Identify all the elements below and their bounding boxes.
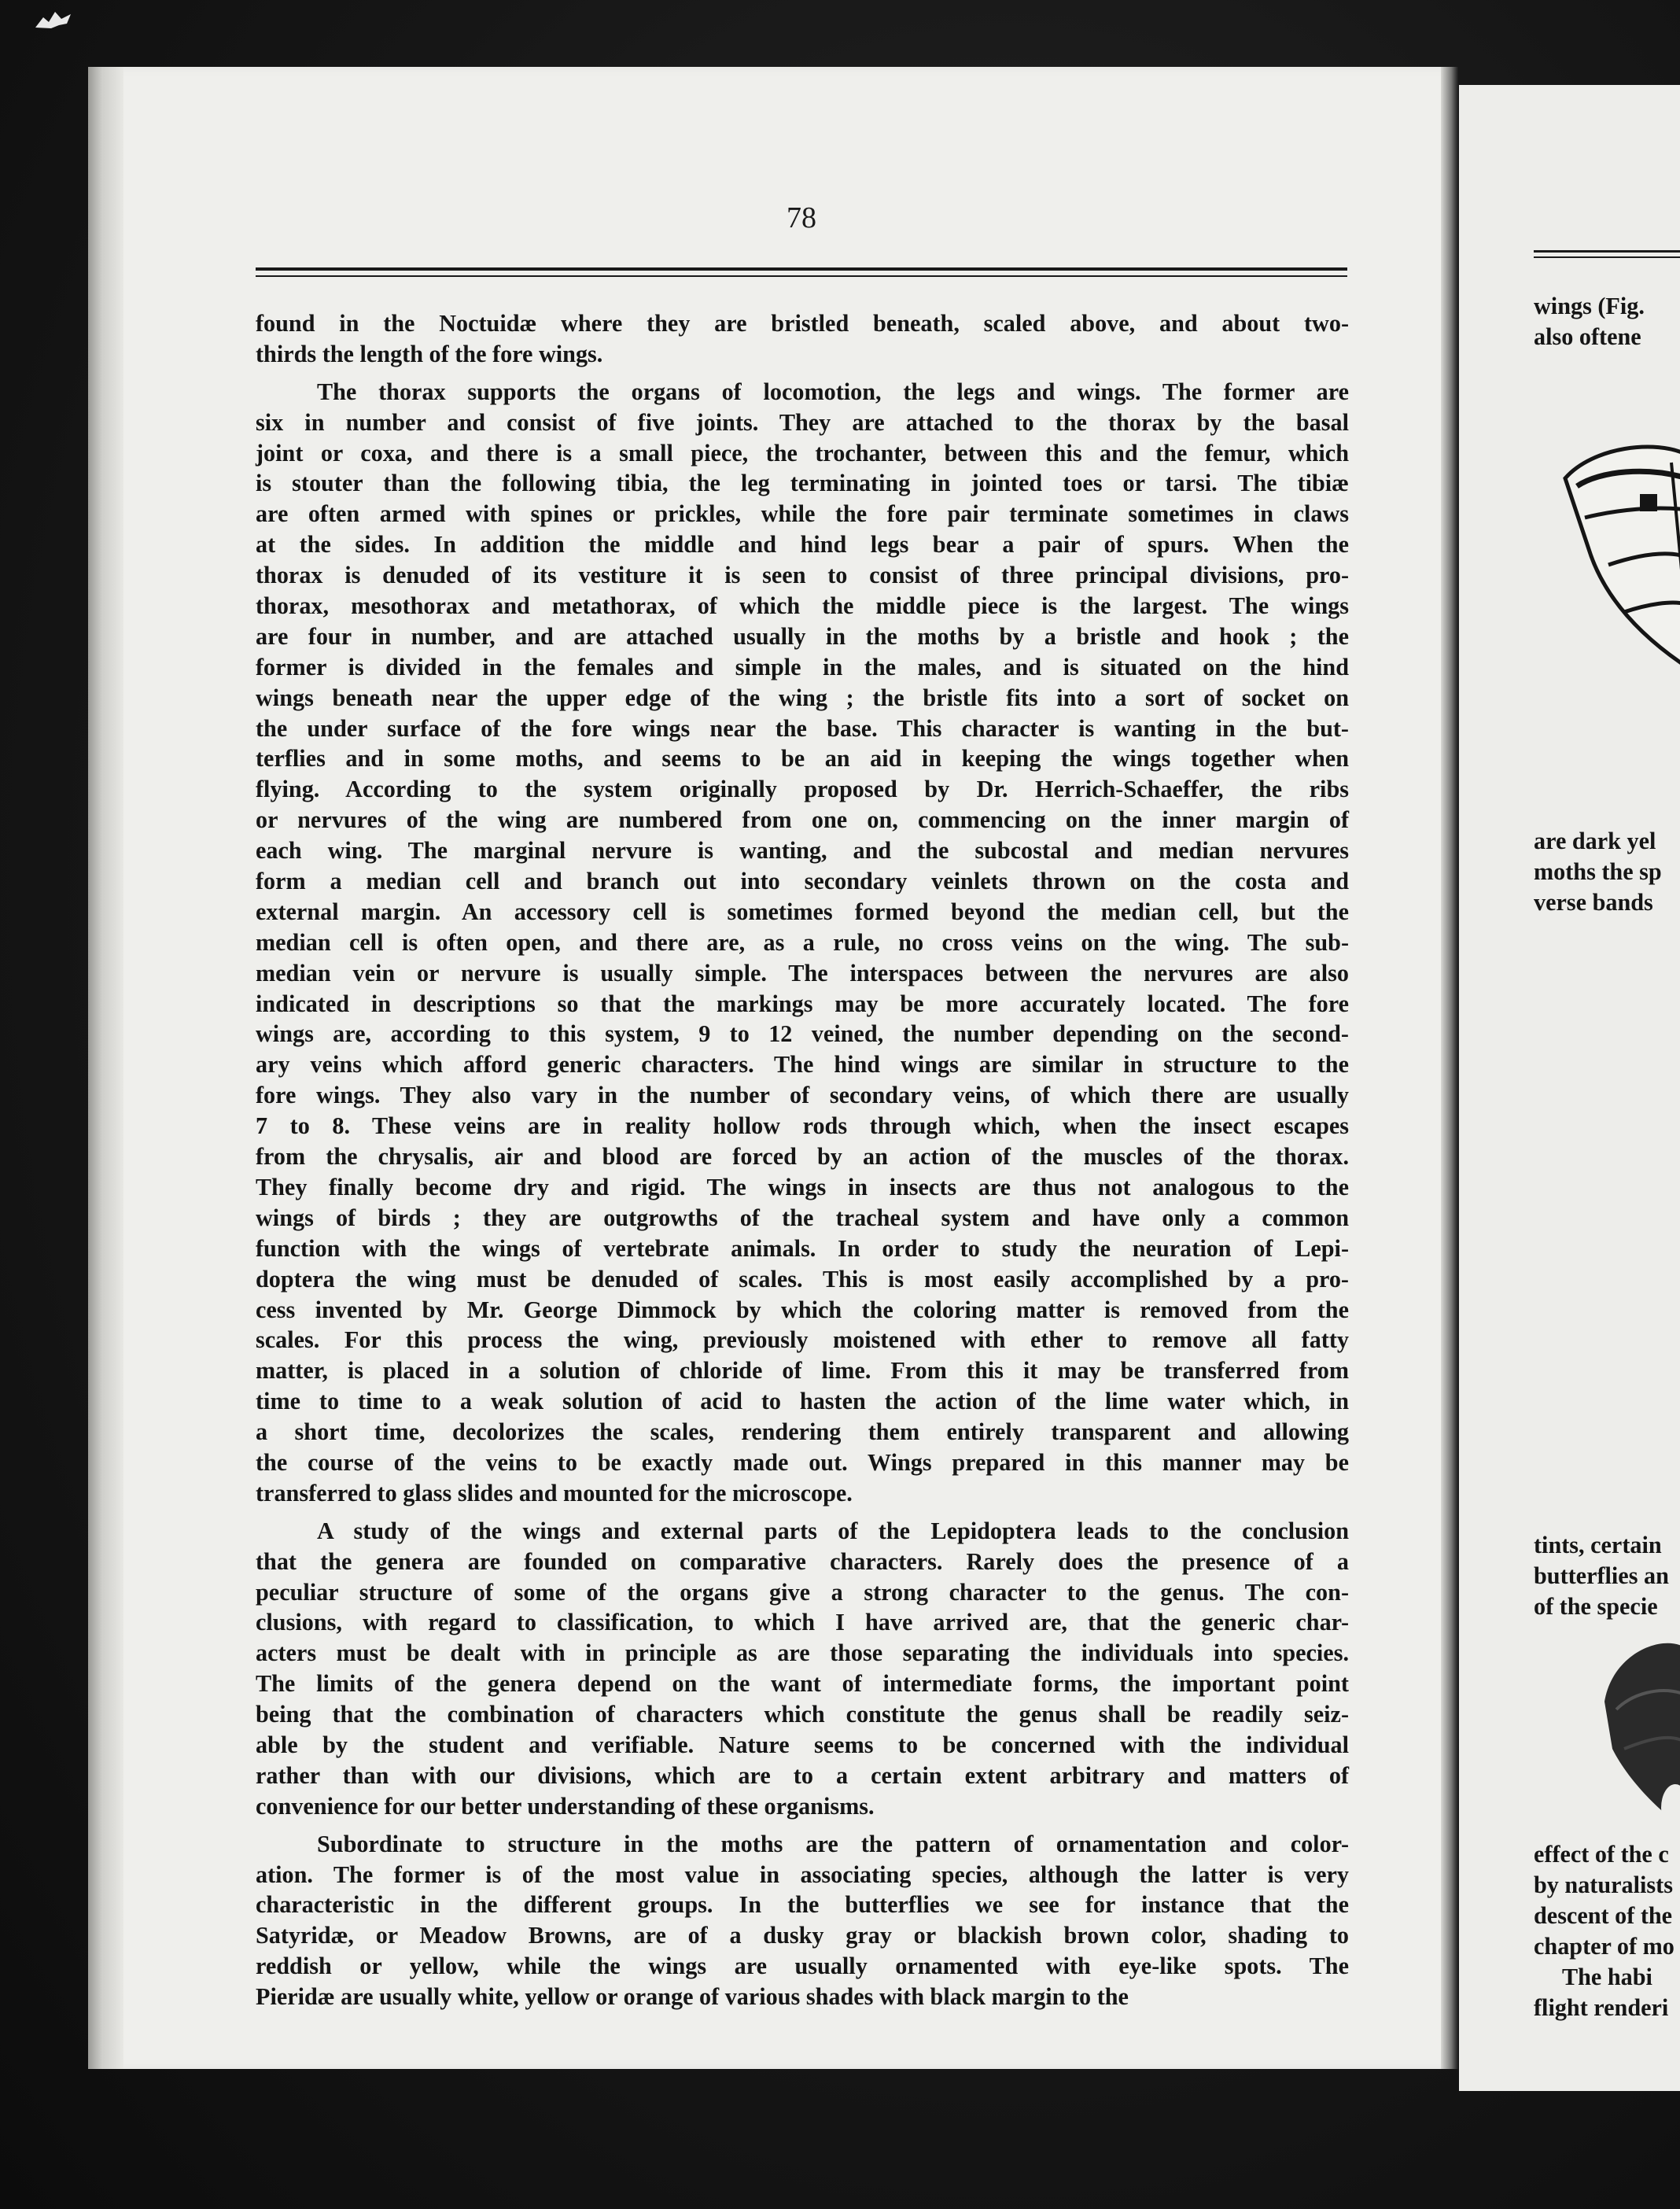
text-line: 7 to 8. These veins are in reality hollow rods through which, when the insect escapes [256, 1112, 1349, 1140]
text-line: matter, is placed in a solution of chloride of lime. From this it may be transferred from [256, 1357, 1349, 1385]
text-line: ation. The former is of the most value in associating species, although the latter is very [256, 1861, 1349, 1888]
text-line: or nervures of the wing are numbered from one on, commencing on the inner margin of [256, 806, 1349, 834]
text-line: transferred to glass slides and mounted for the microscope. [256, 1479, 853, 1506]
text-line: acters must be dealt with in principle as are those separating the individuals into species. [256, 1639, 1349, 1667]
text-line: indicated in descriptions so that the markings may be more accurately located. The fore [256, 990, 1349, 1017]
page-stack-edge [88, 67, 123, 2069]
text-line: median vein or nervure is usually simple. The interspaces between the nervures are also [256, 959, 1349, 986]
text-line: is stouter than the following tibia, the leg terminating in jointed toes or tarsi. The tibiæ [256, 470, 1349, 497]
text-line: former is divided in the females and simple in the males, and is situated on the hind [256, 653, 1349, 680]
text-line: a short time, decolorizes the scales, rendering them entirely transparent and allowing [256, 1418, 1349, 1446]
text-line: are four in number, and are attached usually in the moths by a bristle and hook ; the [256, 622, 1349, 650]
text-line: the under surface of the fore wings near the base. This character is wanting in the but- [256, 714, 1349, 742]
text-line: wings are, according to this system, 9 to 12 veined, the number depending on the second- [256, 1020, 1349, 1048]
book-gutter [1441, 67, 1458, 2069]
text-line: Pieridæ are usually white, yellow or orange of various shades with black margin to the [256, 1983, 1129, 2011]
text-line: doptera the wing must be denuded of scales. This is most easily accomplished by a pro- [256, 1265, 1349, 1293]
right-text-fragment: butterflies an [1534, 1562, 1669, 1589]
text-line: being that the combination of characters which constitute the genus shall be readily seiz- [256, 1701, 1349, 1728]
text-line: able by the student and verifiable. Nature seems to be concerned with the individual [256, 1731, 1349, 1758]
right-text-fragment: flight renderi [1534, 1994, 1669, 2021]
text-line: the course of the veins to be exactly made out. Wings prepared in this manner may be [256, 1448, 1349, 1476]
page-number: 78 [787, 201, 816, 234]
right-text-fragment: tints, certain [1534, 1532, 1662, 1558]
dust-speck [31, 8, 75, 31]
text-line: fore wings. They also vary in the number of secondary veins, of which there are usually [256, 1082, 1349, 1109]
text-line: wings of birds ; they are outgrowths of the tracheal system and have only a common [256, 1204, 1349, 1231]
book-page-right [1459, 85, 1680, 2091]
text-line: form a median cell and branch out into secondary veinlets thrown on the costa and [256, 868, 1349, 895]
right-header-rule-thin [1534, 256, 1680, 258]
text-line: thorax is denuded of its vestiture it is seen to consist of three principal divisions, pro- [256, 562, 1349, 589]
text-line: flying. According to the system originally proposed by Dr. Herrich-Schaeffer, the ribs [256, 776, 1349, 803]
text-line: Satyridæ, or Meadow Browns, are of a dusky gray or blackish brown color, shading to [256, 1922, 1349, 1949]
text-line: six in number and consist of five joints. They are attached to the thorax by the basal [256, 408, 1349, 436]
paragraph-gap [256, 1822, 1349, 1829]
text-line: ary veins which afford generic characters. The hind wings are similar in structure to the [256, 1051, 1349, 1079]
text-line: The limits of the genera depend on the want of intermediate forms, the important point [256, 1670, 1349, 1698]
right-text-fragment: of the specie [1534, 1593, 1658, 1620]
text-line: wings beneath near the upper edge of the wing ; the bristle fits into a sort of socket on [256, 684, 1349, 711]
text-line: A study of the wings and external parts of the Lepidoptera leads to the conclusion [317, 1517, 1349, 1544]
paragraph-gap [256, 370, 1349, 377]
text-line: external margin. An accessory cell is sometimes formed beyond the median cell, but the [256, 898, 1349, 925]
right-text-fragment: descent of the [1534, 1902, 1673, 1929]
text-line: convenience for our better understanding of these organisms. [256, 1792, 875, 1820]
text-line: each wing. The marginal nervure is wanting, and the subcostal and median nervures [256, 837, 1349, 865]
text-line: cess invented by Mr. George Dimmock by which the coloring matter is removed from the [256, 1296, 1349, 1323]
text-line: median cell is often open, and there are, as a rule, no cross veins on the wing. The sub- [256, 928, 1349, 956]
header-rule-thick [256, 267, 1347, 271]
text-line: found in the Noctuidæ where they are bristled beneath, scaled above, and about two- [256, 310, 1349, 337]
right-text-fragment: effect of the c [1534, 1841, 1669, 1868]
text-line: thirds the length of the fore wings. [256, 340, 603, 367]
right-text-fragment: moths the sp [1534, 858, 1662, 885]
text-line: joint or coxa, and there is a small piece, the trochanter, between this and the femur, which [256, 439, 1349, 467]
text-line: scales. For this process the wing, previously moistened with ether to remove all fatty [256, 1326, 1349, 1354]
right-text-fragment: by naturalists [1534, 1872, 1673, 1898]
right-text-fragment: wings (Fig. [1534, 293, 1645, 319]
moth-illustration [1597, 1631, 1680, 1851]
text-line: They finally become dry and rigid. The wings in insects are thus not analogous to the [256, 1173, 1349, 1200]
right-text-fragment: also oftene [1534, 323, 1641, 350]
right-text-fragment: are dark yel [1534, 828, 1656, 854]
text-line: function with the wings of vertebrate animals. In order to study the neuration of Lepi- [256, 1234, 1349, 1262]
paragraph-gap [256, 1509, 1349, 1516]
text-line: Subordinate to structure in the moths are the pattern of ornamentation and color- [317, 1830, 1349, 1857]
text-line: from the chrysalis, air and blood are forced by an action of the muscles of the thorax. [256, 1143, 1349, 1171]
text-line: at the sides. In addition the middle and hind legs bear a pair of spurs. When the [256, 531, 1349, 559]
text-line: time to time to a weak solution of acid to hasten the action of the lime water which, in [256, 1388, 1349, 1415]
text-line: thorax, mesothorax and metathorax, of which the middle piece is the largest. The wings [256, 592, 1349, 620]
text-line: rather than with our divisions, which are to a certain extent arbitrary and matters of [256, 1761, 1349, 1789]
text-line: The thorax supports the organs of locomotion, the legs and wings. The former are [317, 378, 1349, 405]
body-text [256, 308, 1349, 2012]
right-text-fragment: verse bands [1534, 889, 1653, 916]
text-line: terflies and in some moths, and seems to be an aid in keeping the wings together when [256, 745, 1349, 773]
header-rule-thin [256, 275, 1347, 277]
right-header-rule [1534, 250, 1680, 253]
butterfly-illustration [1561, 431, 1680, 683]
right-text-fragment: chapter of mo [1534, 1933, 1674, 1960]
text-line: are often armed with spines or prickles, while the fore pair terminate sometimes in claws [256, 500, 1349, 528]
right-text-fragment: The habi [1562, 1964, 1652, 1990]
text-line: characteristic in the different groups. In the butterflies we see for instance that the [256, 1891, 1349, 1919]
text-line: reddish or yellow, while the wings are usually ornamented with eye-like spots. The [256, 1953, 1349, 1980]
text-line: clusions, with regard to classification, to which I have arrived are, that the generic char- [256, 1609, 1349, 1636]
text-line: peculiar structure of some of the organs give a strong character to the genus. The con- [256, 1578, 1349, 1606]
text-line: that the genera are founded on comparative characters. Rarely does the presence of a [256, 1547, 1349, 1575]
